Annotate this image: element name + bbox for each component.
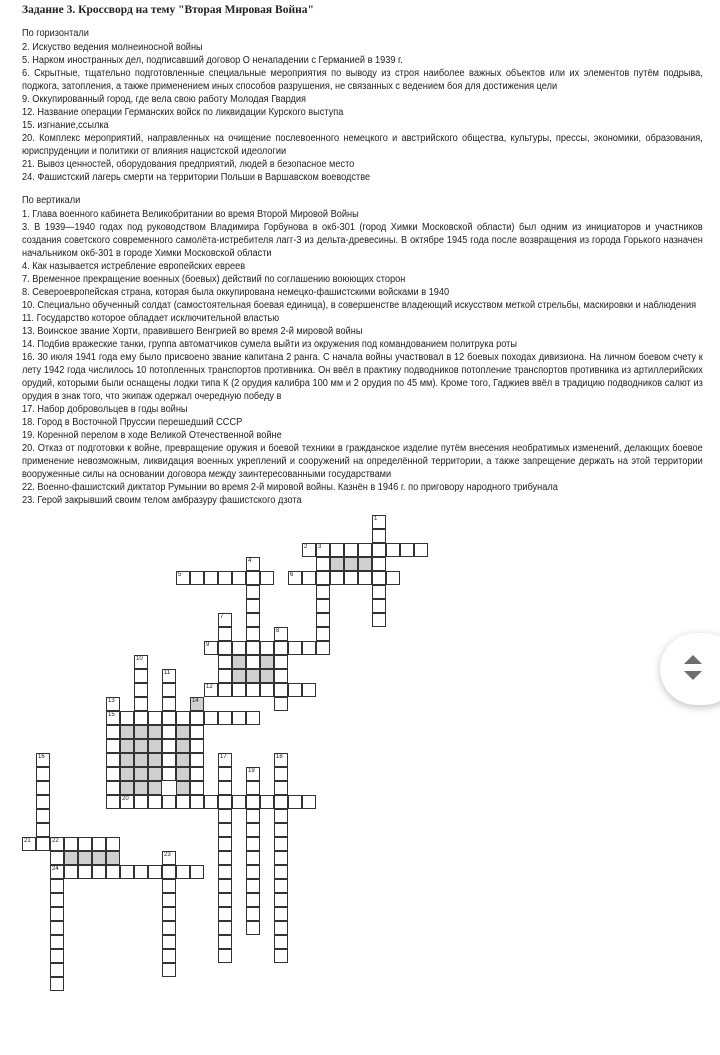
scroll-up-arrow-icon[interactable] [684,655,702,664]
clue-down-10: 10. Специально обученный солдат (самостоятельная боевая единица), в совершенстве владеющий искусством меткой стрельбы, маскировки и наблюдения [22,300,697,311]
cell-number-4: 4 [248,558,252,564]
crossword-cell[interactable] [218,823,232,837]
crossword-cell[interactable] [246,613,260,627]
crossword-cell[interactable] [134,655,148,669]
clue-down-1: 1. Глава военного кабинета Великобритании во время Второй Мировой Войны [22,209,359,220]
shaded-cell [134,767,148,781]
crossword-cell[interactable] [162,851,176,865]
crossword-cell[interactable] [134,669,148,683]
crossword-cell[interactable] [218,921,232,935]
clue-down-20: 20. Отказ от подготовки к войне, превращение оружия и боевой техники в гражданское изделие путём внесения необратимых изменений, делающих боевое применение невозможным, ликвидация военных укреплений и сооружений на определённой территории, а также запрещение держать на этой территории вооруженные силы на основании договора между заинтересованными государствами [22,443,703,480]
cell-number-23: 23 [164,852,171,858]
crossword-cell[interactable] [246,683,260,697]
crossword-cell[interactable] [204,711,218,725]
shaded-cell [134,725,148,739]
shaded-cell [120,781,134,795]
crossword-cell[interactable] [246,627,260,641]
crossword-cell[interactable] [274,627,288,641]
shaded-cell [344,557,358,571]
crossword-cell[interactable] [78,865,92,879]
crossword-cell[interactable] [162,697,176,711]
clue-down-3: 3. В 1939—1940 годах под руководством Владимира Горбунова в окб-301 (город Химки Московской области) был одним из инициаторов и участников создания советского современного самолёта-истребителя лагг-3 из дельта-древесины. В октябре 1945 года после возвращения из города Горького назначен начальником окб-301 в городе Химки Московской области [22,222,703,259]
cell-number-3: 3 [318,544,322,550]
crossword-cell[interactable] [106,697,120,711]
crossword-cell[interactable] [50,865,64,879]
clue-down-23: 23. Герой закрывший своим телом амбразуру фашистского дзота [22,495,302,506]
crossword-cell[interactable] [36,767,50,781]
cell-number-17: 17 [220,754,227,760]
shaded-cell [176,753,190,767]
crossword-cell[interactable] [246,907,260,921]
cell-number-6: 6 [290,572,294,578]
clue-down-13: 13. Воинское звание Хорти, правившего Венгрией во время 2-й мировой войны [22,326,363,337]
crossword-cell[interactable] [218,865,232,879]
crossword-cell[interactable] [50,949,64,963]
crossword-cell[interactable] [372,571,386,585]
crossword-cell[interactable] [120,865,134,879]
clue-across-21: 21. Вывоз ценностей, оборудования предприятий, людей в безопасное место [22,159,355,170]
clue-down-11: 11. Государство которое обладает исключительной властью [22,313,280,324]
crossword-cell[interactable] [386,543,400,557]
crossword-cell[interactable] [246,711,260,725]
crossword-cell[interactable] [372,515,386,529]
crossword-cell[interactable] [120,711,134,725]
crossword-cell[interactable] [316,599,330,613]
crossword-cell[interactable] [204,571,218,585]
cell-number-7: 7 [220,614,224,620]
crossword-cell[interactable] [50,879,64,893]
crossword-cell[interactable] [246,641,260,655]
crossword-cell[interactable] [274,949,288,963]
crossword-cell[interactable] [218,767,232,781]
crossword-cell[interactable] [176,795,190,809]
cell-number-10: 10 [136,656,143,662]
crossword-cell[interactable] [288,683,302,697]
crossword-cell[interactable] [260,683,274,697]
cell-number-8: 8 [276,628,280,634]
crossword-cell[interactable] [330,543,344,557]
crossword-cell[interactable] [50,837,64,851]
crossword-cell[interactable] [50,893,64,907]
shaded-cell [358,557,372,571]
crossword-cell[interactable] [316,627,330,641]
crossword-cell[interactable] [36,753,50,767]
crossword-cell[interactable] [232,641,246,655]
crossword-cell[interactable] [274,823,288,837]
cell-number-1: 1 [374,516,378,522]
crossword-cell[interactable] [162,795,176,809]
crossword-cell[interactable] [92,865,106,879]
clue-across-2: 2. Искуство ведения молнеиносной войны [22,42,203,53]
crossword-cell[interactable] [260,795,274,809]
crossword-cell[interactable] [260,641,274,655]
crossword-cell[interactable] [190,781,204,795]
crossword-cell[interactable] [218,949,232,963]
crossword-cell[interactable] [50,921,64,935]
crossword-cell[interactable] [246,571,260,585]
crossword-cell[interactable] [162,963,176,977]
crossword-cell[interactable] [106,837,120,851]
crossword-cell[interactable] [302,795,316,809]
shaded-cell [330,557,344,571]
crossword-cell[interactable] [190,711,204,725]
crossword-cell[interactable] [302,641,316,655]
crossword-cell[interactable] [274,669,288,683]
crossword-cell[interactable] [106,781,120,795]
shaded-cell [92,851,106,865]
crossword-cell[interactable] [246,823,260,837]
crossword-cell[interactable] [372,613,386,627]
crossword-cell[interactable] [64,837,78,851]
crossword-cell[interactable] [246,767,260,781]
crossword-cell[interactable] [162,711,176,725]
crossword-cell[interactable] [190,725,204,739]
crossword-cell[interactable] [148,795,162,809]
shaded-cell [148,739,162,753]
crossword-cell[interactable] [64,865,78,879]
crossword-cell[interactable] [190,739,204,753]
clue-down-19: 19. Коренной перелом в ходе Великой Отечественной войне [22,430,282,441]
crossword-cell[interactable] [106,767,120,781]
crossword-cell[interactable] [246,851,260,865]
cell-number-21: 21 [24,838,31,844]
clue-across-24: 24. Фашистский лагерь смерти на территории Польши в Варшавском воеводстве [22,172,371,183]
cell-number-16: 16 [38,754,45,760]
crossword-cell[interactable] [316,585,330,599]
crossword-cell[interactable] [386,571,400,585]
crossword-cell[interactable] [246,865,260,879]
crossword-cell[interactable] [190,865,204,879]
crossword-cell[interactable] [50,907,64,921]
shaded-cell [120,725,134,739]
crossword-cell[interactable] [274,683,288,697]
cell-number-5: 5 [178,572,182,578]
crossword-cell[interactable] [274,641,288,655]
crossword-cell[interactable] [36,781,50,795]
cell-number-18: 18 [276,754,283,760]
page-title: Задание 3. Кроссворд на тему "Вторая Мировая Война" [22,4,314,16]
crossword-cell[interactable] [162,669,176,683]
crossword-cell[interactable] [134,795,148,809]
shaded-cell [190,697,204,711]
crossword-cell[interactable] [344,571,358,585]
crossword-cell[interactable] [288,795,302,809]
crossword-cell[interactable] [218,809,232,823]
crossword-cell[interactable] [316,571,330,585]
crossword-cell[interactable] [162,879,176,893]
clue-down-7: 7. Временное прекращение военных (боевых) действий по соглашению воюющих сторон [22,274,406,285]
crossword-cell[interactable] [330,571,344,585]
crossword-cell[interactable] [50,935,64,949]
crossword-cell[interactable] [204,683,218,697]
crossword-cell[interactable] [274,893,288,907]
crossword-cell[interactable] [274,809,288,823]
crossword-cell[interactable] [246,879,260,893]
shaded-cell [120,739,134,753]
crossword-cell[interactable] [274,879,288,893]
crossword-cell[interactable] [372,529,386,543]
clue-down-22: 22. Военно-фашистский диктатор Румынии во время 2-й мировой войны. Казнён в 1946 г. по приговору народного трибунала [22,482,558,493]
crossword-cell[interactable] [246,921,260,935]
crossword-cell[interactable] [372,599,386,613]
crossword-cell[interactable] [274,795,288,809]
cell-number-13: 13 [108,698,115,704]
clue-down-18: 18. Город в Восточной Пруссии перешедший СССР [22,417,243,428]
crossword-cell[interactable] [246,809,260,823]
clue-down-17: 17. Набор добровольцев в годы войны [22,404,188,415]
cell-number-11: 11 [164,670,171,676]
crossword-cell[interactable] [316,641,330,655]
crossword-cell[interactable] [162,739,176,753]
clue-across-6: 6. Скрытные, тщательно подготовленные специальные мероприятия по выводу из строя наиболее важных объектов или их элементов путём подрыва, поджога, затопления, а также применением иных способов разрушения, не связанных с ведением боя для достижения цели [22,68,703,92]
crossword-cell[interactable] [316,557,330,571]
shaded-cell [176,725,190,739]
crossword-cell[interactable] [106,711,120,725]
crossword-cell[interactable] [218,879,232,893]
crossword-cell[interactable] [246,795,260,809]
crossword-cell[interactable] [246,557,260,571]
crossword-cell[interactable] [218,795,232,809]
crossword-cell[interactable] [218,781,232,795]
shaded-cell [134,781,148,795]
crossword-cell[interactable] [162,907,176,921]
crossword-cell[interactable] [106,753,120,767]
crossword-cell[interactable] [358,571,372,585]
crossword-cell[interactable] [190,767,204,781]
crossword-cell[interactable] [78,837,92,851]
cell-number-15: 15 [108,712,115,718]
cell-number-24: 24 [52,866,59,872]
crossword-cell[interactable] [274,865,288,879]
crossword-cell[interactable] [190,571,204,585]
cell-number-9: 9 [206,642,210,648]
crossword-cell[interactable] [162,725,176,739]
across-heading: По горизонтали [22,28,89,39]
crossword-cell[interactable] [302,683,316,697]
crossword-cell[interactable] [162,683,176,697]
crossword-cell[interactable] [344,543,358,557]
crossword-cell[interactable] [218,571,232,585]
crossword-cell[interactable] [134,697,148,711]
cell-number-19: 19 [248,768,255,774]
crossword-cell[interactable] [36,809,50,823]
crossword-cell[interactable] [400,543,414,557]
cell-number-2: 2 [304,544,308,550]
crossword-cell[interactable] [274,781,288,795]
crossword-cell[interactable] [218,851,232,865]
crossword-cell[interactable] [162,893,176,907]
crossword-cell[interactable] [414,543,428,557]
crossword-cell[interactable] [134,683,148,697]
crossword-cell[interactable] [218,641,232,655]
crossword-cell[interactable] [316,613,330,627]
crossword-cell[interactable] [176,711,190,725]
shaded-cell [134,739,148,753]
crossword-cell[interactable] [204,641,218,655]
shaded-cell [232,669,246,683]
crossword-cell[interactable] [162,921,176,935]
crossword-cell[interactable] [106,725,120,739]
crossword-cell[interactable] [218,711,232,725]
crossword-cell[interactable] [176,571,190,585]
crossword-cell[interactable] [106,739,120,753]
crossword-cell[interactable] [50,977,64,991]
crossword-cell[interactable] [246,837,260,851]
crossword-cell[interactable] [302,543,316,557]
clue-across-5: 5. Нарком иностранных дел, подписавший договор О ненападении с Германией в 1939 г. [22,55,403,66]
crossword-cell[interactable] [162,865,176,879]
shaded-cell [148,767,162,781]
crossword-cell[interactable] [246,893,260,907]
clue-down-8: 8. Североевропейская страна, которая была оккупирована немецко-фашистскими войсками в 1940 [22,287,450,298]
crossword-cell[interactable] [316,543,330,557]
crossword-cell[interactable] [50,963,64,977]
scroll-down-arrow-icon[interactable] [684,671,702,680]
shaded-cell [176,767,190,781]
shaded-cell [120,767,134,781]
crossword-cell[interactable] [246,585,260,599]
crossword-cell[interactable] [274,907,288,921]
shaded-cell [260,655,274,669]
crossword-cell[interactable] [218,893,232,907]
crossword-cell[interactable] [372,557,386,571]
shaded-cell [64,851,78,865]
crossword-cell[interactable] [162,767,176,781]
clue-down-14: 14. Подбив вражеские танки, группа автоматчиков сумела выйти из окружения под командованием политрука роты [22,339,518,350]
crossword-cell[interactable] [232,683,246,697]
crossword-cell[interactable] [106,865,120,879]
crossword-cell[interactable] [274,753,288,767]
crossword-cell[interactable] [260,571,274,585]
cell-number-12: 12 [206,684,213,690]
crossword-cell[interactable] [218,935,232,949]
crossword-cell[interactable] [36,823,50,837]
crossword-cell[interactable] [246,599,260,613]
crossword-cell[interactable] [246,655,260,669]
crossword-cell[interactable] [274,837,288,851]
crossword-cell[interactable] [218,837,232,851]
crossword-cell[interactable] [218,627,232,641]
cell-number-14: 14 [192,698,199,704]
crossword-cell[interactable] [36,837,50,851]
crossword-cell[interactable] [372,543,386,557]
crossword-cell[interactable] [36,795,50,809]
cell-number-20: 20 [122,796,129,802]
crossword-cell[interactable] [288,641,302,655]
clue-across-15: 15. изгнание,ссылка [22,120,109,131]
crossword-cell[interactable] [232,571,246,585]
down-heading: По вертикали [22,195,81,206]
crossword-cell[interactable] [232,711,246,725]
shaded-cell [134,753,148,767]
shaded-cell [148,753,162,767]
shaded-cell [148,781,162,795]
clue-across-12: 12. Название операции Германских войск по ликвидации Курского выступа [22,107,344,118]
shaded-cell [120,753,134,767]
crossword-cell[interactable] [22,837,36,851]
shaded-cell [106,851,120,865]
crossword-cell[interactable] [50,851,64,865]
crossword-cell[interactable] [162,949,176,963]
crossword-cell[interactable] [372,585,386,599]
crossword-cell[interactable] [204,795,218,809]
crossword-cell[interactable] [218,753,232,767]
crossword-cell[interactable] [190,753,204,767]
crossword-cell[interactable] [120,795,134,809]
crossword-cell[interactable] [162,935,176,949]
shaded-cell [176,781,190,795]
crossword-cell[interactable] [148,865,162,879]
crossword-cell[interactable] [274,767,288,781]
crossword-cell[interactable] [358,543,372,557]
shaded-cell [232,655,246,669]
crossword-cell[interactable] [274,697,288,711]
crossword-cell[interactable] [218,907,232,921]
crossword-cell[interactable] [218,613,232,627]
clue-down-4: 4. Как называется истребление европейских евреев [22,261,246,272]
crossword-cell[interactable] [302,571,316,585]
shaded-cell [176,739,190,753]
crossword-cell[interactable] [218,669,232,683]
shaded-cell [246,669,260,683]
shaded-cell [260,669,274,683]
clue-across-9: 9. Оккупированный город, где вела свою работу Молодая Гвардия [22,94,306,105]
crossword-cell[interactable] [218,655,232,669]
crossword-cell[interactable] [162,753,176,767]
crossword-cell[interactable] [92,837,106,851]
crossword-cell[interactable] [246,781,260,795]
crossword-cell[interactable] [274,921,288,935]
crossword-cell[interactable] [176,865,190,879]
shaded-cell [148,725,162,739]
clue-down-16: 16. 30 июля 1941 года ему было присвоено звание капитана 2 ранга. С начала войны участвовал в 12 боевых походах дивизиона. На личном боевом счету к лету 1942 года числилось 10 потопленных транспортов противника. Он ввёл в практику подводников потопление транспортов противника из артиллерийских орудий, которыми были оснащены лодки типа К (2 орудия калибра 100 мм и 2 орудия по 45 мм). Кроме того, Гаджиев ввёл в традицию подводников салют из орудия в знак того, что экипаж одержал очередную победу в [22,352,703,402]
crossword-cell[interactable] [218,683,232,697]
clue-across-20: 20. Комплекс мероприятий, направленных на очищение послевоенного немецкого и австрийского общества, культуры, прессы, экономики, образования, юриспруденции и политики от влияния нацистской идеологии [22,133,703,157]
crossword-cell[interactable] [274,935,288,949]
crossword-cell[interactable] [134,711,148,725]
crossword-cell[interactable] [274,851,288,865]
crossword-cell[interactable] [232,795,246,809]
crossword-cell[interactable] [106,795,120,809]
crossword-cell[interactable] [134,865,148,879]
crossword-cell[interactable] [148,711,162,725]
crossword-cell[interactable] [274,655,288,669]
crossword-cell[interactable] [288,571,302,585]
shaded-cell [78,851,92,865]
cell-number-22: 22 [52,838,59,844]
crossword-cell[interactable] [190,795,204,809]
